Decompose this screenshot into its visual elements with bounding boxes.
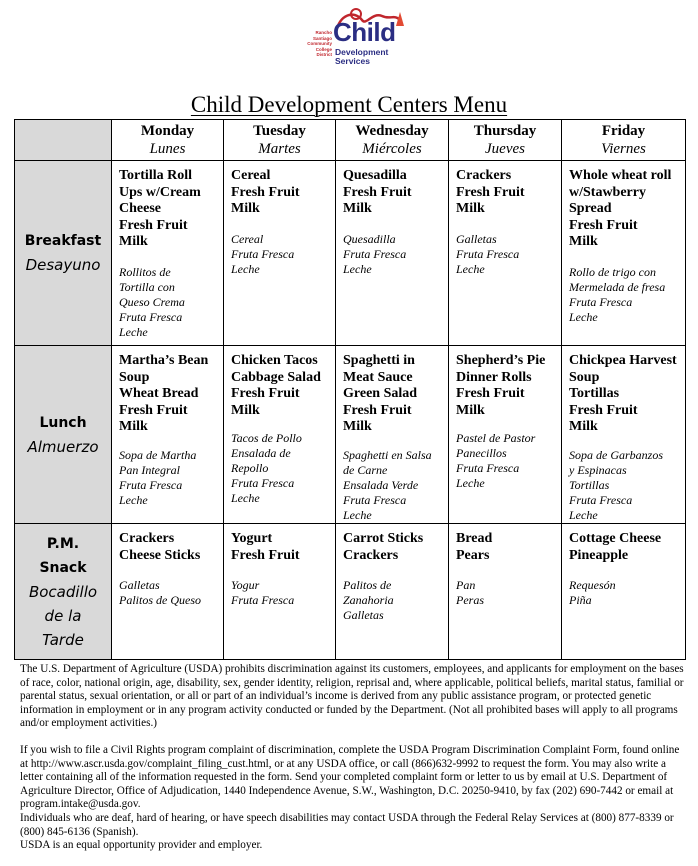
footer-paragraph-1: The U.S. Department of Agriculture (USDA) prohibits discrimination against its customers, employees, and applicants for employment on the bases of race, color, national origin, age, disability, sex, gender identity, religion, reprisal and, where applicable, political beliefs, marital status, familial or parental status, sexual orientation, or all or part of an individual’s income is derived from any public assistance program, or protected genetic information in employment or in any program activity conducted or funded by the Department. (Not all prohibited bases will apply to all programs and/or employment activities.) [20, 663, 684, 730]
footer-paragraph-4: USDA is an equal opportunity provider and employer. [20, 839, 263, 852]
menu-cell-lunch-thursday: Shepherd’s Pie Dinner Rolls Fresh Fruit Milk Pastel de Pastor Panecillos Fruta Fresca Leche [449, 346, 562, 524]
menu-cell-lunch-wednesday: Spaghetti in Meat Sauce Green Salad Fresh Fruit Milk Spaghetti en Salsa de Carne Ensalada Verde Fruta Fresca Leche [336, 346, 449, 524]
logo-subtitle: Development Services [335, 47, 389, 66]
menu-cell-lunch-monday: Martha’s Bean Soup Wheat Bread Fresh Fruit Milk Sopa de Martha Pan Integral Fruta Fresca Leche [112, 346, 224, 524]
lunch-row [15, 346, 686, 524]
page-title: Child Development Centers Menu [190, 92, 508, 117]
header-monday: Monday Lunes [112, 120, 224, 161]
menu-cell-lunch-tuesday: Chicken Tacos Cabbage Salad Fresh Fruit Milk Tacos de Pollo Ensalada de Repollo Fruta Fresca Leche [224, 346, 336, 524]
header-wednesday: Wednesday Miércoles [336, 120, 449, 161]
menu-cell-breakfast-thursday: Crackers Fresh Fruit Milk Galletas Fruta Fresca Leche [449, 161, 562, 346]
meal-label-lunch: Lunch Almuerzo [15, 346, 112, 524]
breakfast-row [15, 161, 686, 346]
menu-cell-breakfast-monday: Tortilla Roll Ups w/Cream Cheese Fresh Fruit Milk Rollitos de Tortilla con Queso Crema Fruta Fresca Leche [112, 161, 224, 346]
menu-cell-snack-monday: Crackers Cheese Sticks Galletas Palitos de Queso [112, 524, 224, 660]
header-tuesday: Tuesday Martes [224, 120, 336, 161]
menu-cell-snack-thursday: Bread Pears Pan Peras [449, 524, 562, 660]
logo-name: Child [333, 17, 396, 47]
menu-cell-snack-tuesday: Yogurt Fresh Fruit Yogur Fruta Fresca [224, 524, 336, 660]
menu-cell-snack-wednesday: Carrot Sticks Crackers Palitos de Zanahoria Galletas [336, 524, 449, 660]
header-friday: Friday Viernes [562, 120, 686, 161]
usda-nondiscrimination-statement [20, 663, 688, 853]
menu-table [14, 119, 686, 660]
menu-cell-breakfast-wednesday: Quesadilla Fresh Fruit Milk Quesadilla Fruta Fresca Leche [336, 161, 449, 346]
footer-paragraph-2: If you wish to file a Civil Rights program complaint of discrimination, complete the USDA Program Discrimination Complaint Form, found online at http://www.ascr.usda.gov/complaint_filing_cust.html, or at any USDA office, or call (866)632-9992 to request the form. You may also write a letter containing all of the information requested in the form. Send your completed complaint form or letter to us by email at U.S. Department of Agriculture Director, Office of Adjudication, 1440 Independence Avenue, S.W., Washington, D.C. 20250-9410, by fax (202) 690-7442 or email at program.intake@usda.gov. [20, 743, 680, 811]
menu-cell-breakfast-tuesday: Cereal Fresh Fruit Milk Cereal Fruta Fresca Leche [224, 161, 336, 346]
snack-row [15, 524, 686, 660]
meal-label-breakfast: Breakfast Desayuno [15, 161, 112, 346]
meal-label-snack: P.M. Snack Bocadillo de la Tarde [15, 524, 112, 660]
menu-cell-breakfast-friday: Whole wheat roll w/Stawberry Spread Fresh Fruit Milk Rollo de trigo con Mermelada de fresa Fruta Fresca Leche [562, 161, 686, 346]
header-row [15, 120, 686, 161]
logo-district-text: Rancho Santiago Community College District [307, 30, 332, 58]
footer-paragraph-3: Individuals who are deaf, hard of hearing, or have speech disabilities may contact USDA through the Federal Relay Services at (800) 877-8339 or (800) 845-6136 (Spanish). [20, 811, 674, 838]
menu-cell-lunch-friday: Chickpea Harvest Soup Tortillas Fresh Fruit Milk Sopa de Garbanzos y Espinacas Tortillas Fruta Fresca Leche [562, 346, 686, 524]
logo [296, 6, 416, 70]
header-thursday: Thursday Jueves [449, 120, 562, 161]
menu-cell-snack-friday: Cottage Cheese Pineapple Requesón Piña [562, 524, 686, 660]
header-corner [15, 120, 112, 161]
